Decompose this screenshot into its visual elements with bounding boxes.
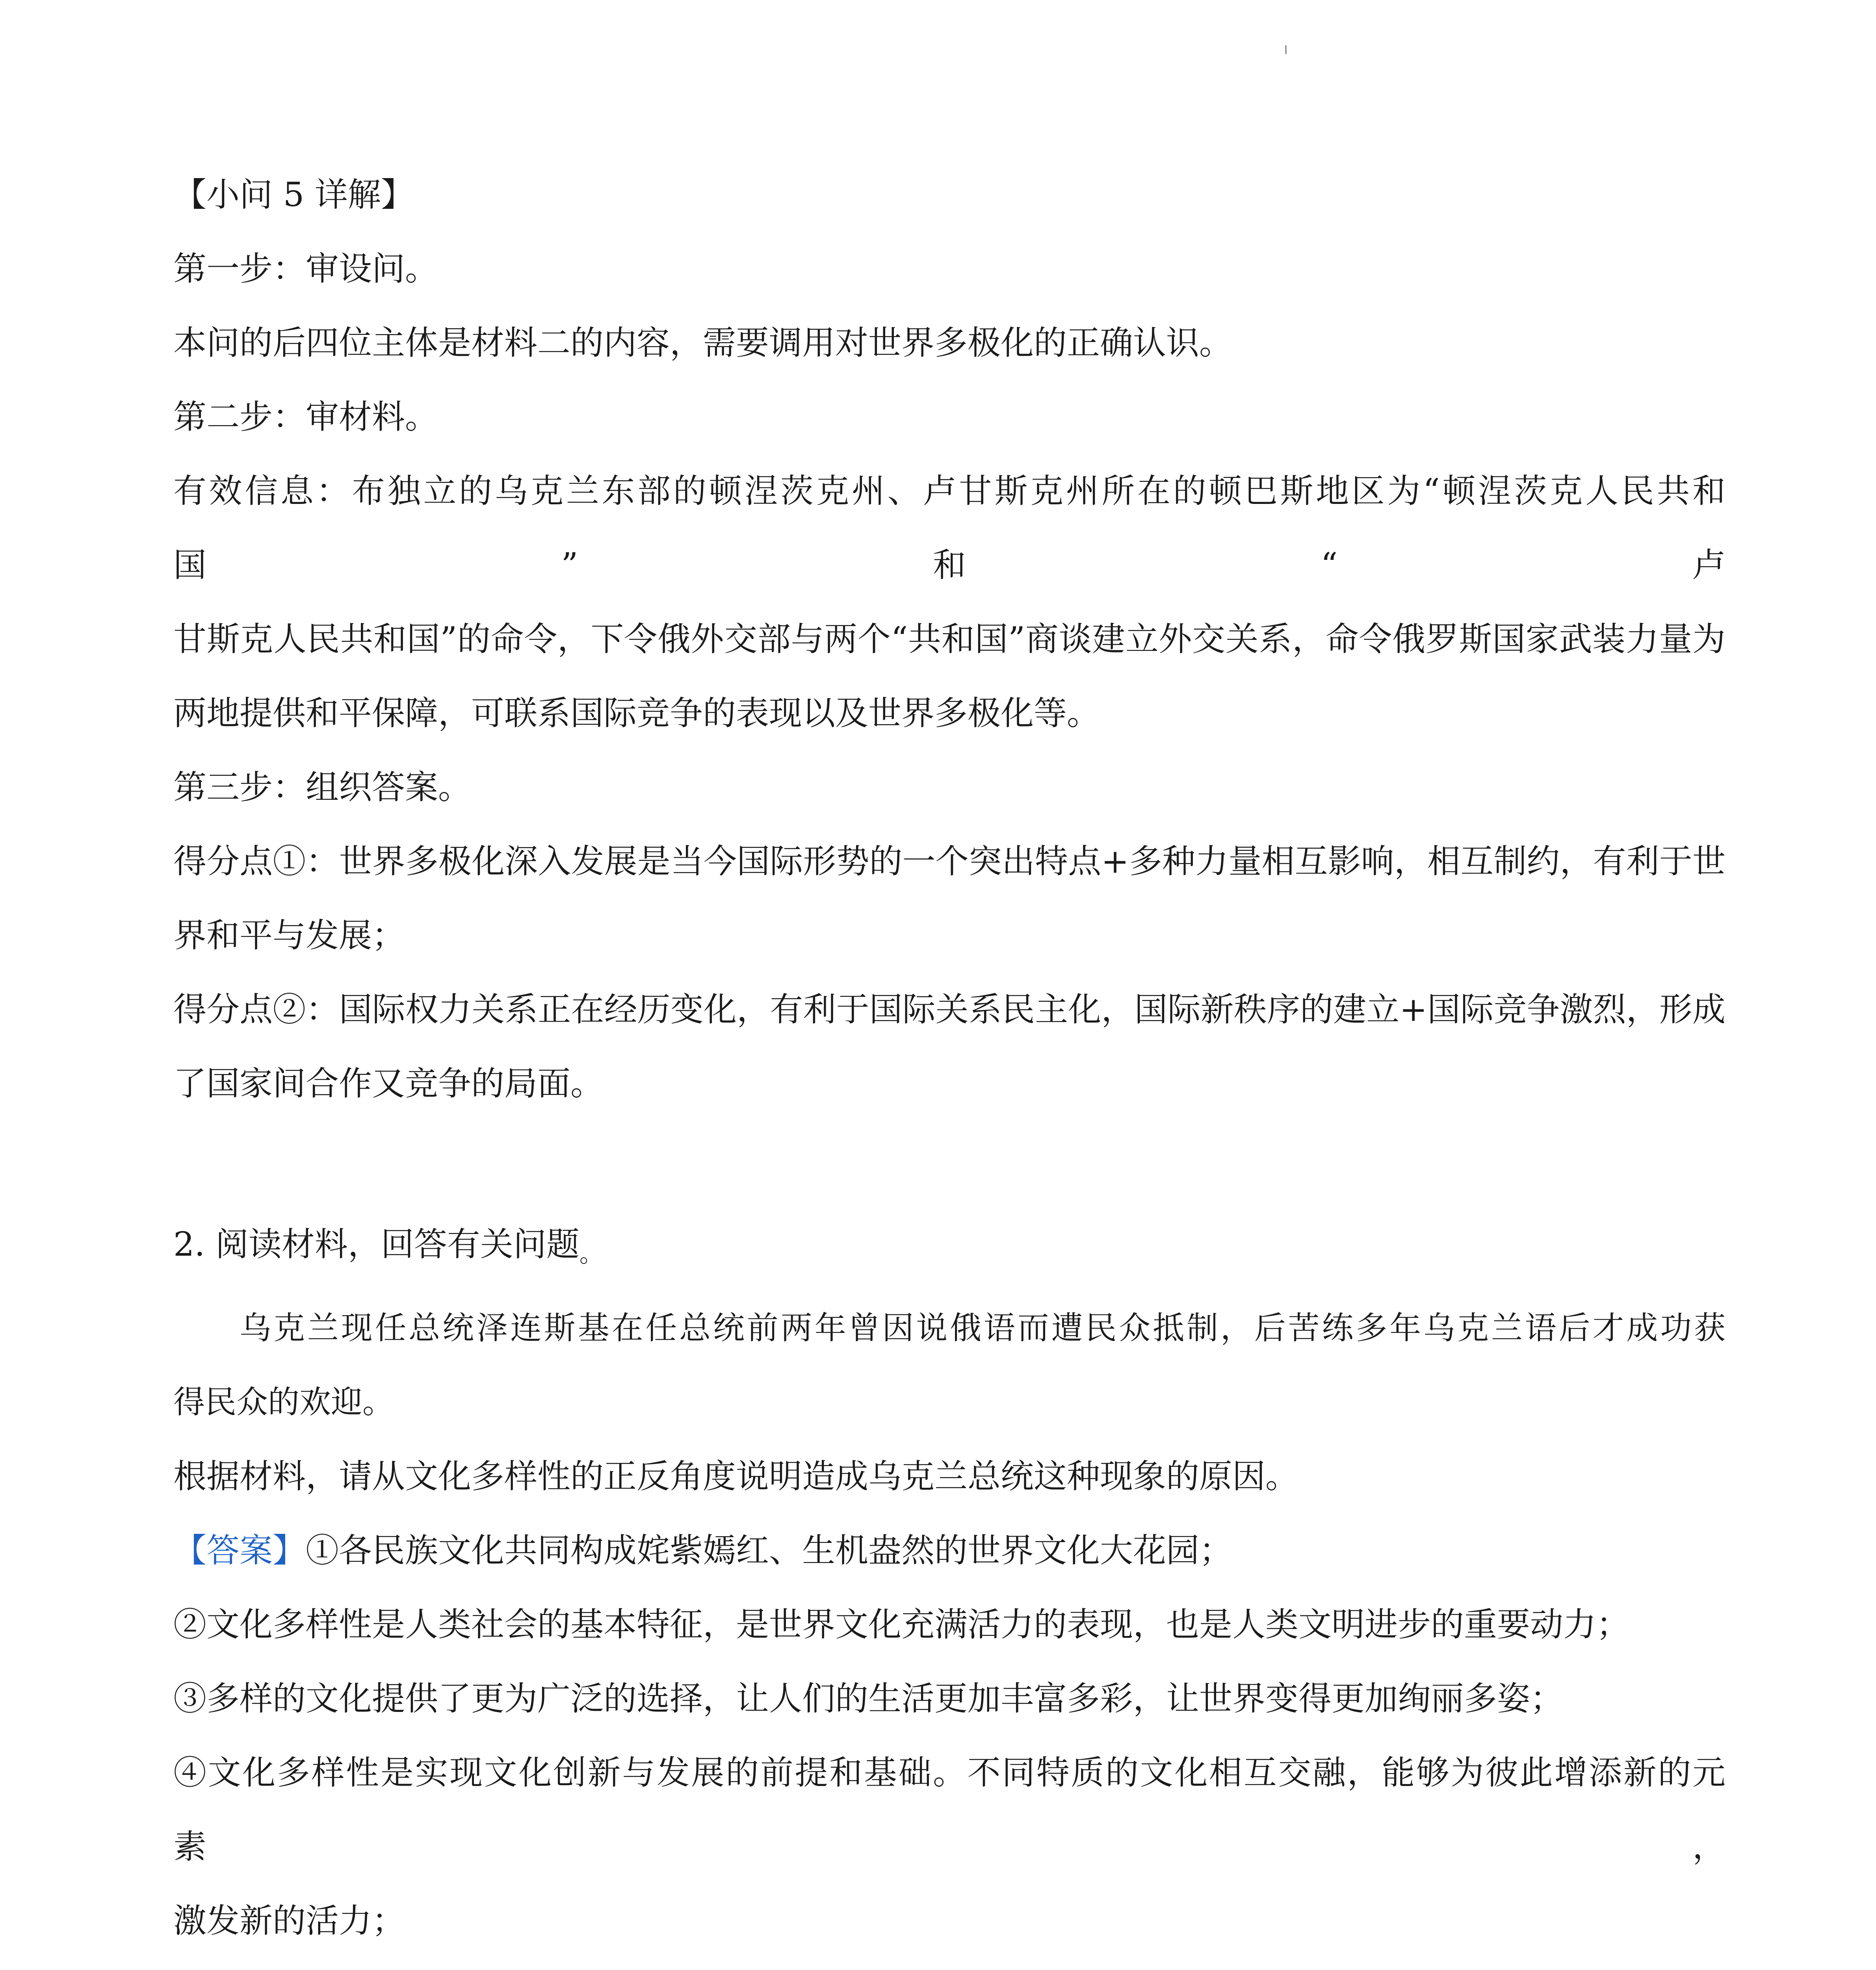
- q5-point2-line-1: 得分点②：国际权力关系正在经历变化，有利于国际关系民主化，国际新秩序的建立+国际竞争激烈，形成: [173, 990, 1726, 1029]
- answer4-line-1: ④文化多样性是实现文化创新与发展的前提和基础。不同特质的文化相互交融，能够为彼此增添新的元素，: [173, 1753, 1726, 1866]
- q5-step1-label: 第一步：审设问。: [173, 249, 438, 288]
- question2-trailing-mark: 。: [579, 1240, 603, 1268]
- answer-tag: 【答案】: [173, 1531, 306, 1570]
- material-line-1: 乌克兰现任总统泽连斯基在任总统前两年曾因说俄语而遭民众抵制，后苦练多年乌克兰语后才成功获: [240, 1310, 1726, 1346]
- question2-heading: [173, 1207, 1726, 1291]
- section-gap: [173, 1121, 1726, 1199]
- q5-point1-line-1: 得分点①：世界多极化深入发展是当今国际形势的一个突出特点+多种力量相互影响，相互制约，有利于世: [173, 842, 1726, 881]
- material-line-2: 得民众的欢迎。: [173, 1384, 394, 1420]
- question2-prompt: 根据材料，请从文化多样性的正反角度说明造成乌克兰总统这种现象的原因。: [173, 1457, 1299, 1496]
- header-mark: [1285, 45, 1287, 54]
- q5-step3-label: 第三步：组织答案。: [173, 768, 472, 807]
- q5-point2-line-2: 了国家间合作又竞争的局面。: [173, 1064, 604, 1103]
- answer-line-2: ②文化多样性是人类社会的基本特征，是世界文化充满活力的表现，也是人类文明进步的重要动力；: [173, 1605, 1630, 1644]
- answer-line-3: ③多样的文化提供了更为广泛的选择，让人们的生活更加丰富多彩，让世界变得更加绚丽多姿；: [173, 1679, 1564, 1718]
- question2-number-text: 2. 阅读材料，回答有关问题: [173, 1225, 580, 1264]
- answer-first-text: ①各民族文化共同构成姹紫嫣红、生机盎然的世界文化大花园；: [306, 1531, 1233, 1570]
- document-content: [173, 158, 1726, 1970]
- q5-step2-label: 第二步：审材料。: [173, 398, 438, 436]
- q5-step1-text: 本问的后四位主体是材料二的内容，需要调用对世界多极化的正确认识。: [173, 323, 1233, 362]
- answer-line-1: [173, 1513, 1726, 1587]
- answer5-line-1: [173, 1958, 1726, 1970]
- answer4-line-2: 激发新的活力；: [173, 1901, 405, 1940]
- q5-title: 【小问 5 详解】: [173, 175, 414, 214]
- q5-step2-line-1: 有效信息：布独立的乌克兰东部的顿涅茨克州、卢甘斯克州所在的顿巴斯地区为“顿涅茨克人民共和国”和“卢: [173, 472, 1726, 584]
- q5-step2-line-2: 甘斯克人民共和国”的命令，下令俄外交部与两个“共和国”商谈建立外交关系，命令俄罗斯国家武装力量为: [173, 620, 1726, 658]
- q5-step2-line-3: 两地提供和平保障，可联系国际竞争的表现以及世界多极化等。: [173, 694, 1100, 732]
- q5-point1-line-2: 界和平与发展；: [173, 916, 405, 955]
